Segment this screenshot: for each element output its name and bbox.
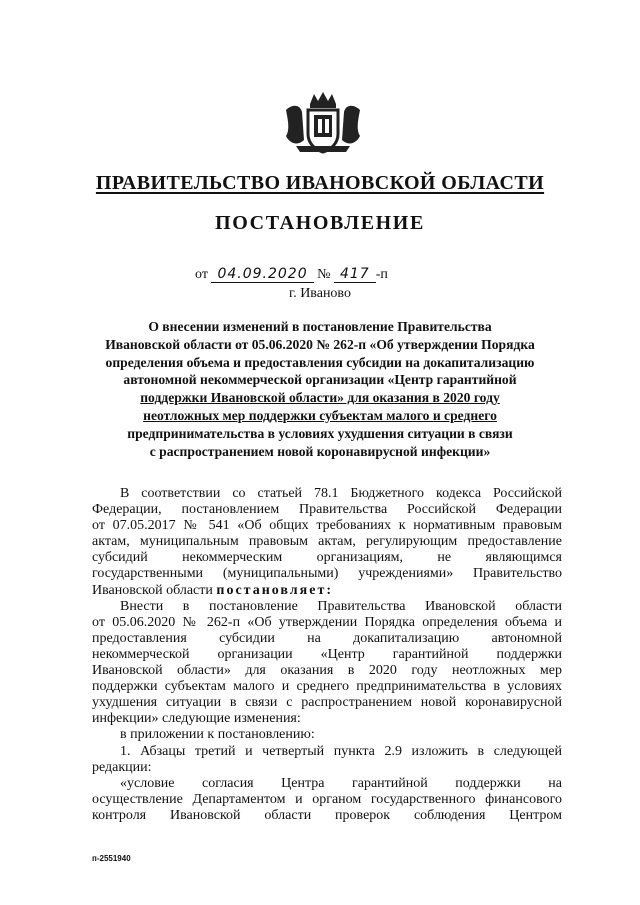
body-line-text: Ивановской области — [92, 582, 213, 598]
title-line: с распространением новой коронавирусной инфекции» — [149, 443, 491, 459]
document-type: ПОСТАНОВЛЕНИЕ — [215, 212, 425, 234]
title-line: предпринимательства в условиях ухудшения ситуации в связи — [127, 425, 513, 441]
document-body — [92, 486, 562, 824]
body-line: от 05.06.2020 № 262-п «Об утверждении Порядка определения объема и — [92, 614, 562, 630]
city: г. Иваново — [289, 286, 351, 301]
number-sign: № — [317, 267, 331, 282]
date-number-line — [195, 266, 388, 283]
body-line: инфекции» следующие изменения: — [92, 711, 301, 727]
number-suffix: -п — [375, 267, 388, 282]
body-line: осуществление Департаментом и органом государственного финансового — [92, 791, 562, 807]
document-title — [80, 318, 560, 460]
body-line: ухудшения ситуации в связи с распространением новой коронавирусной — [92, 695, 562, 711]
body-line: в приложении к постановлению: — [120, 727, 315, 743]
footer-code: п-2551940 — [92, 854, 131, 863]
document-date: 04.09.2020 — [211, 266, 313, 283]
body-line: Ивановской области» для оказания в 2020 году неотложных мер — [92, 663, 562, 679]
body-line: «условие согласия Центра гарантийной поддержки на — [120, 775, 562, 791]
government-name: ПРАВИТЕЛЬСТВО ИВАНОВСКОЙ ОБЛАСТИ — [95, 172, 545, 194]
body-line: редакции: — [92, 759, 152, 775]
document-number: 417 — [334, 266, 376, 283]
date-prefix: от — [195, 267, 208, 282]
title-line: поддержки Ивановской области» для оказания в 2020 году — [140, 390, 500, 406]
body-line: поддержки субъектам малого и среднего предпринимательства в условиях — [92, 679, 562, 695]
body-line: 1. Абзацы третий и четвертый пункта 2.9 изложить в следующей — [120, 743, 562, 759]
body-line-resolves — [92, 583, 562, 599]
body-line: предоставления субсидии на докапитализацию автономной — [92, 630, 562, 646]
body-line: государственными (муниципальными) учреждениями» Правительство — [92, 566, 562, 582]
body-line: Внести в постановление Правительства Ивановской области — [120, 598, 562, 614]
title-line: определения объема и предоставления субсидии на докапитализацию — [105, 354, 535, 370]
title-line: Ивановской области от 05.06.2020 № 262-п «Об утверждении Порядка — [105, 336, 535, 352]
body-line: от 07.05.2017 № 541 «Об общих требованиях к нормативным правовым — [92, 518, 562, 534]
body-line: некоммерческой организации «Центр гарантийной поддержки — [92, 646, 562, 662]
body-line: субсидий некоммерческим организациям, не являющимся — [92, 550, 562, 566]
body-line: В соответствии со статьей 78.1 Бюджетного кодекса Российской — [120, 486, 562, 501]
coat-of-arms-emblem — [282, 90, 364, 156]
body-line: Федерации, постановлением Правительства Российской Федерации — [92, 502, 562, 518]
resolves-word: постановляет: — [216, 582, 333, 598]
title-line: О внесении изменений в постановление Правительства — [148, 319, 492, 334]
body-line: актам, муниципальным правовым актам, регулирующим предоставление — [92, 534, 562, 550]
body-line: контроля Ивановской области проверок соблюдения Центром — [92, 807, 562, 823]
title-line: неотложных мер поддержки субъектам малого и среднего — [143, 407, 497, 423]
title-line: автономной некоммерческой организации «Центр гарантийной — [123, 372, 517, 388]
